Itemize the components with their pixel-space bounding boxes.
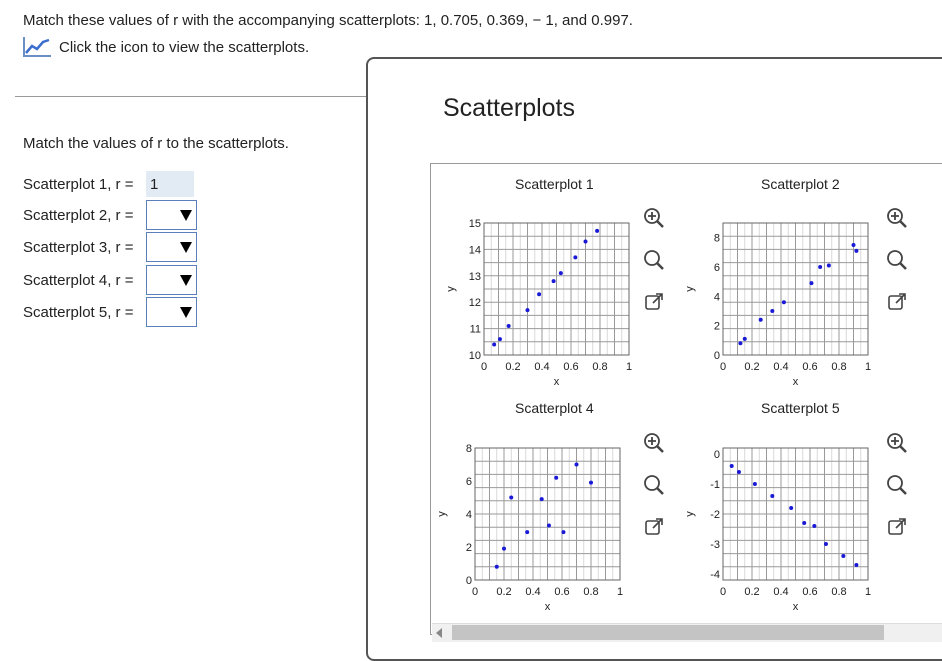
scatterplot-2 bbox=[683, 213, 883, 403]
y-tick-label: 12 bbox=[468, 297, 481, 310]
x-tick-label: 0 bbox=[719, 361, 727, 373]
y-tick-label: 4 bbox=[465, 509, 472, 521]
data-point bbox=[498, 337, 502, 341]
answer-select-2[interactable] bbox=[146, 200, 197, 230]
data-point bbox=[492, 342, 496, 346]
y-axis-label: y bbox=[684, 286, 696, 292]
data-point bbox=[737, 470, 741, 474]
popout-icon[interactable] bbox=[885, 515, 909, 539]
y-tick-label: 6 bbox=[713, 262, 720, 274]
y-tick-label: 10 bbox=[468, 350, 481, 362]
y-axis-label: y bbox=[436, 511, 448, 517]
data-point bbox=[738, 341, 742, 345]
dropdown-arrow-icon[interactable] bbox=[180, 210, 192, 221]
data-point bbox=[540, 497, 544, 501]
answer-select-3[interactable] bbox=[146, 232, 197, 262]
dropdown-arrow-icon[interactable] bbox=[180, 307, 192, 318]
y-tick-label: -1 bbox=[710, 479, 720, 491]
data-point bbox=[770, 309, 774, 313]
answer-row-1 bbox=[23, 172, 194, 196]
data-point bbox=[759, 318, 763, 322]
data-point bbox=[507, 324, 511, 328]
data-point bbox=[782, 300, 786, 304]
zoom-in-icon[interactable] bbox=[885, 206, 909, 230]
answer-row-2 bbox=[23, 203, 197, 227]
x-tick-label: 1 bbox=[864, 586, 872, 598]
x-tick-label: 0.6 bbox=[802, 361, 818, 373]
zoom-in-icon[interactable] bbox=[885, 431, 909, 455]
scrollbar-thumb[interactable] bbox=[452, 625, 884, 640]
chart-title: Scatterplot 2 bbox=[761, 176, 840, 192]
x-tick-label: 1 bbox=[616, 586, 624, 598]
data-point bbox=[730, 464, 734, 468]
x-tick-label: 0.2 bbox=[744, 361, 760, 373]
question-text: Match these values of r with the accompanying scatterplots: 1, 0.705, 0.369, − 1, and 0.997. bbox=[23, 12, 633, 29]
chart-icon[interactable] bbox=[23, 37, 51, 57]
x-tick-label: 0.8 bbox=[592, 361, 608, 373]
x-axis-label: x bbox=[792, 601, 799, 613]
data-point bbox=[827, 264, 831, 268]
x-tick-label: 0.4 bbox=[534, 361, 550, 373]
x-tick-label: 0.4 bbox=[773, 586, 789, 598]
data-point bbox=[552, 279, 556, 283]
scatterplot-4 bbox=[683, 438, 883, 628]
popout-icon[interactable] bbox=[642, 515, 666, 539]
data-point bbox=[809, 281, 813, 285]
x-tick-label: 0 bbox=[719, 586, 727, 598]
data-point bbox=[743, 337, 747, 341]
x-tick-label: 0.8 bbox=[583, 586, 599, 598]
y-tick-label: 0 bbox=[713, 350, 720, 362]
y-tick-label: 0 bbox=[713, 449, 720, 461]
y-tick-label: 8 bbox=[465, 443, 472, 455]
data-point bbox=[547, 524, 551, 528]
row-label: Scatterplot 1, r = bbox=[23, 175, 134, 193]
data-point bbox=[852, 243, 856, 247]
dropdown-arrow-icon[interactable] bbox=[180, 242, 192, 253]
x-tick-label: 1 bbox=[864, 361, 872, 373]
data-point bbox=[818, 265, 822, 269]
y-tick-label: 6 bbox=[465, 476, 472, 488]
data-point bbox=[526, 308, 530, 312]
data-point bbox=[770, 494, 774, 498]
zoom-out-icon[interactable] bbox=[885, 473, 909, 497]
dropdown-arrow-icon[interactable] bbox=[180, 275, 192, 286]
y-tick-label: 8 bbox=[713, 232, 720, 245]
divider bbox=[15, 96, 367, 97]
data-point bbox=[495, 565, 499, 569]
x-tick-label: 0.4 bbox=[773, 361, 789, 373]
x-tick-label: 0.6 bbox=[554, 586, 570, 598]
y-axis-label: y bbox=[684, 511, 696, 517]
popup-title: Scatterplots bbox=[443, 94, 576, 122]
scatterplot-3 bbox=[435, 438, 635, 628]
row-label: Scatterplot 3, r = bbox=[23, 238, 134, 256]
data-point bbox=[584, 239, 588, 243]
data-point bbox=[854, 249, 858, 253]
y-tick-label: 4 bbox=[713, 291, 720, 304]
view-scatterplots-link[interactable] bbox=[23, 36, 309, 58]
row-label: Scatterplot 5, r = bbox=[23, 303, 134, 321]
x-tick-label: 0.6 bbox=[563, 361, 579, 373]
data-point bbox=[573, 255, 577, 259]
answer-value-1: 1 bbox=[146, 171, 194, 197]
y-axis-label: y bbox=[445, 286, 457, 292]
data-point bbox=[554, 476, 558, 480]
chart-title: Scatterplot 1 bbox=[515, 176, 594, 192]
y-tick-label: 2 bbox=[713, 320, 720, 333]
data-point bbox=[595, 229, 599, 233]
x-axis-label: x bbox=[792, 376, 799, 388]
answer-select-4[interactable] bbox=[146, 265, 197, 295]
zoom-out-icon[interactable] bbox=[642, 473, 666, 497]
x-tick-label: 0.8 bbox=[831, 361, 847, 373]
zoom-out-icon[interactable] bbox=[642, 248, 666, 272]
x-axis-label: x bbox=[553, 376, 560, 388]
y-tick-label: -4 bbox=[710, 569, 720, 581]
data-point bbox=[502, 547, 506, 551]
data-point bbox=[802, 521, 806, 525]
data-point bbox=[537, 292, 541, 296]
answer-row-4 bbox=[23, 268, 197, 292]
y-tick-label: 14 bbox=[468, 244, 481, 257]
x-tick-label: 0.2 bbox=[744, 586, 760, 598]
popout-icon[interactable] bbox=[642, 290, 666, 314]
data-point bbox=[854, 563, 858, 567]
x-tick-label: 0 bbox=[471, 586, 479, 598]
x-tick-label: 0.8 bbox=[831, 586, 847, 598]
icon-link-text[interactable]: Click the icon to view the scatterplots. bbox=[59, 38, 310, 56]
y-tick-label: -3 bbox=[710, 539, 720, 551]
data-point bbox=[824, 542, 828, 546]
data-point bbox=[561, 530, 565, 534]
data-point bbox=[841, 554, 845, 558]
x-tick-label: 0.6 bbox=[802, 586, 818, 598]
x-tick-label: 1 bbox=[625, 361, 633, 373]
scroll-left-icon[interactable] bbox=[436, 628, 442, 638]
zoom-in-icon[interactable] bbox=[642, 431, 666, 455]
popout-icon[interactable] bbox=[885, 290, 909, 314]
y-tick-label: 0 bbox=[465, 575, 472, 587]
data-point bbox=[589, 481, 593, 485]
instruction-text: Match the values of r to the scatterplots. bbox=[23, 135, 289, 152]
y-tick-label: 13 bbox=[468, 270, 481, 283]
answer-row-5 bbox=[23, 300, 197, 324]
y-tick-label: -2 bbox=[710, 509, 720, 521]
chart-title: Scatterplot 4 bbox=[515, 400, 594, 416]
x-tick-label: 0.2 bbox=[505, 361, 521, 373]
x-axis-label: x bbox=[544, 601, 551, 613]
x-tick-label: 0.4 bbox=[525, 586, 541, 598]
scatterplot-1 bbox=[444, 213, 644, 403]
answer-select-5[interactable] bbox=[146, 297, 197, 327]
zoom-out-icon[interactable] bbox=[885, 248, 909, 272]
data-point bbox=[575, 463, 579, 467]
data-point bbox=[559, 271, 563, 275]
data-point bbox=[812, 524, 816, 528]
data-point bbox=[753, 482, 757, 486]
y-tick-label: 11 bbox=[469, 323, 481, 336]
row-label: Scatterplot 2, r = bbox=[23, 206, 134, 224]
y-tick-label: 2 bbox=[465, 542, 472, 554]
x-tick-label: 0 bbox=[480, 361, 488, 373]
data-point bbox=[789, 506, 793, 510]
answer-row-3 bbox=[23, 235, 197, 259]
chart-title: Scatterplot 5 bbox=[761, 400, 840, 416]
x-tick-label: 0.2 bbox=[496, 586, 512, 598]
data-point bbox=[525, 530, 529, 534]
data-point bbox=[509, 496, 513, 500]
row-label: Scatterplot 4, r = bbox=[23, 271, 134, 289]
y-tick-label: 15 bbox=[468, 218, 481, 230]
zoom-in-icon[interactable] bbox=[642, 206, 666, 230]
